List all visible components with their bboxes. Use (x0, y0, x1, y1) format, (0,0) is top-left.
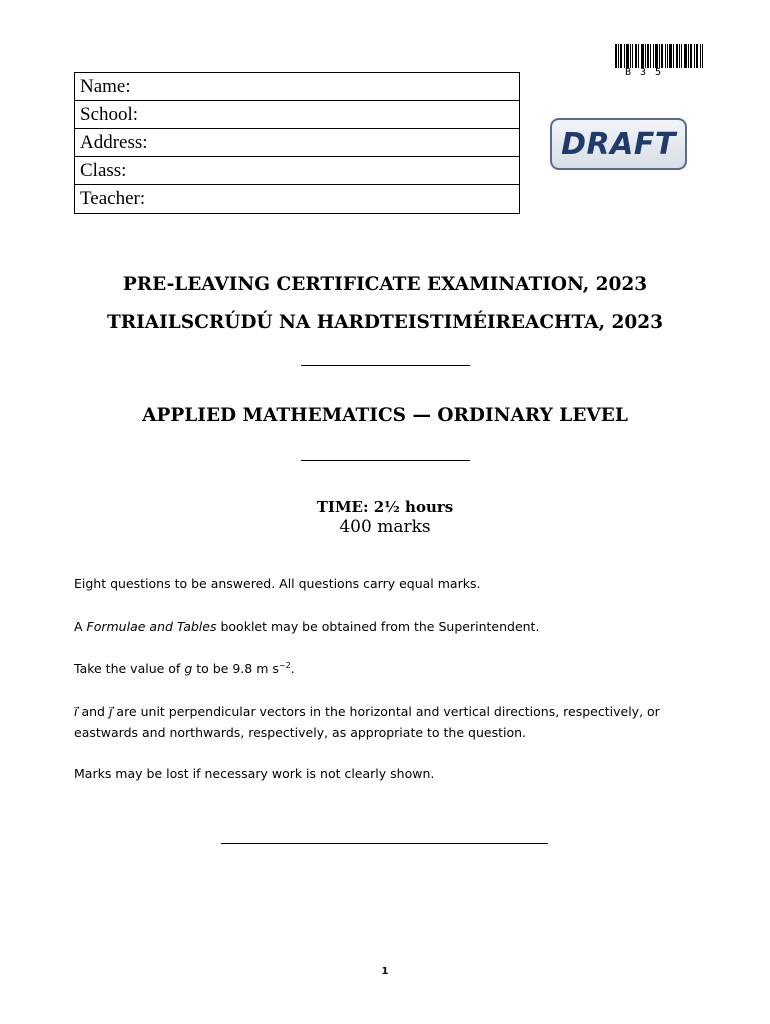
instruction-text: and (77, 704, 109, 719)
unit-vector-j: j⃗ (108, 704, 113, 719)
instruction-text: Take the value of (74, 661, 185, 676)
school-field: School: (75, 101, 519, 129)
barcode-text: B35 (625, 67, 671, 78)
name-field: Name: (75, 73, 519, 101)
gravity-symbol: g (184, 661, 193, 676)
divider (301, 365, 470, 366)
booklet-title: Formulae and Tables (86, 619, 217, 634)
instruction-text: to be 9.8 m s (192, 661, 279, 676)
student-info-table (74, 72, 520, 214)
address-field: Address: (75, 129, 519, 157)
instruction-text: are unit perpendicular vectors in the horizontal and vertical directions, respectively, or eastwards and northwards, respectively, as appropriate to the question. (74, 704, 660, 740)
instruction-text: . (290, 661, 295, 676)
teacher-field: Teacher: (80, 188, 146, 209)
unit-vector-i: i⃗ (74, 704, 78, 719)
instruction-text: A (74, 619, 87, 634)
instruction-text: booklet may be obtained from the Superintendent. (216, 619, 540, 634)
exponent: −2 (278, 660, 291, 670)
instruction-formulae (74, 616, 684, 637)
barcode-icon (615, 44, 703, 68)
instruction-vectors (74, 701, 684, 743)
page-number: 1 (381, 966, 389, 977)
instruction-gravity (74, 658, 684, 679)
class-field: Class: (75, 157, 519, 185)
exam-marks: 400 marks (339, 517, 431, 537)
draft-label: DRAFT (561, 126, 676, 162)
exam-time: TIME: 2½ hours (316, 498, 454, 516)
subject-title: APPLIED MATHEMATICS — ORDINARY LEVEL (142, 405, 628, 426)
instruction-questions: Eight questions to be answered. All questions carry equal marks. (74, 576, 481, 591)
exam-title-english: PRE-LEAVING CERTIFICATE EXAMINATION, 2023 (122, 274, 648, 295)
draft-badge (550, 118, 687, 170)
instruction-work: Marks may be lost if necessary work is not clearly shown. (74, 766, 435, 781)
divider (301, 460, 470, 461)
exam-title-irish: TRIAILSCRÚDÚ NA HARDTEISTIMÉIREACHTA, 2023 (106, 312, 664, 333)
divider (221, 843, 548, 844)
